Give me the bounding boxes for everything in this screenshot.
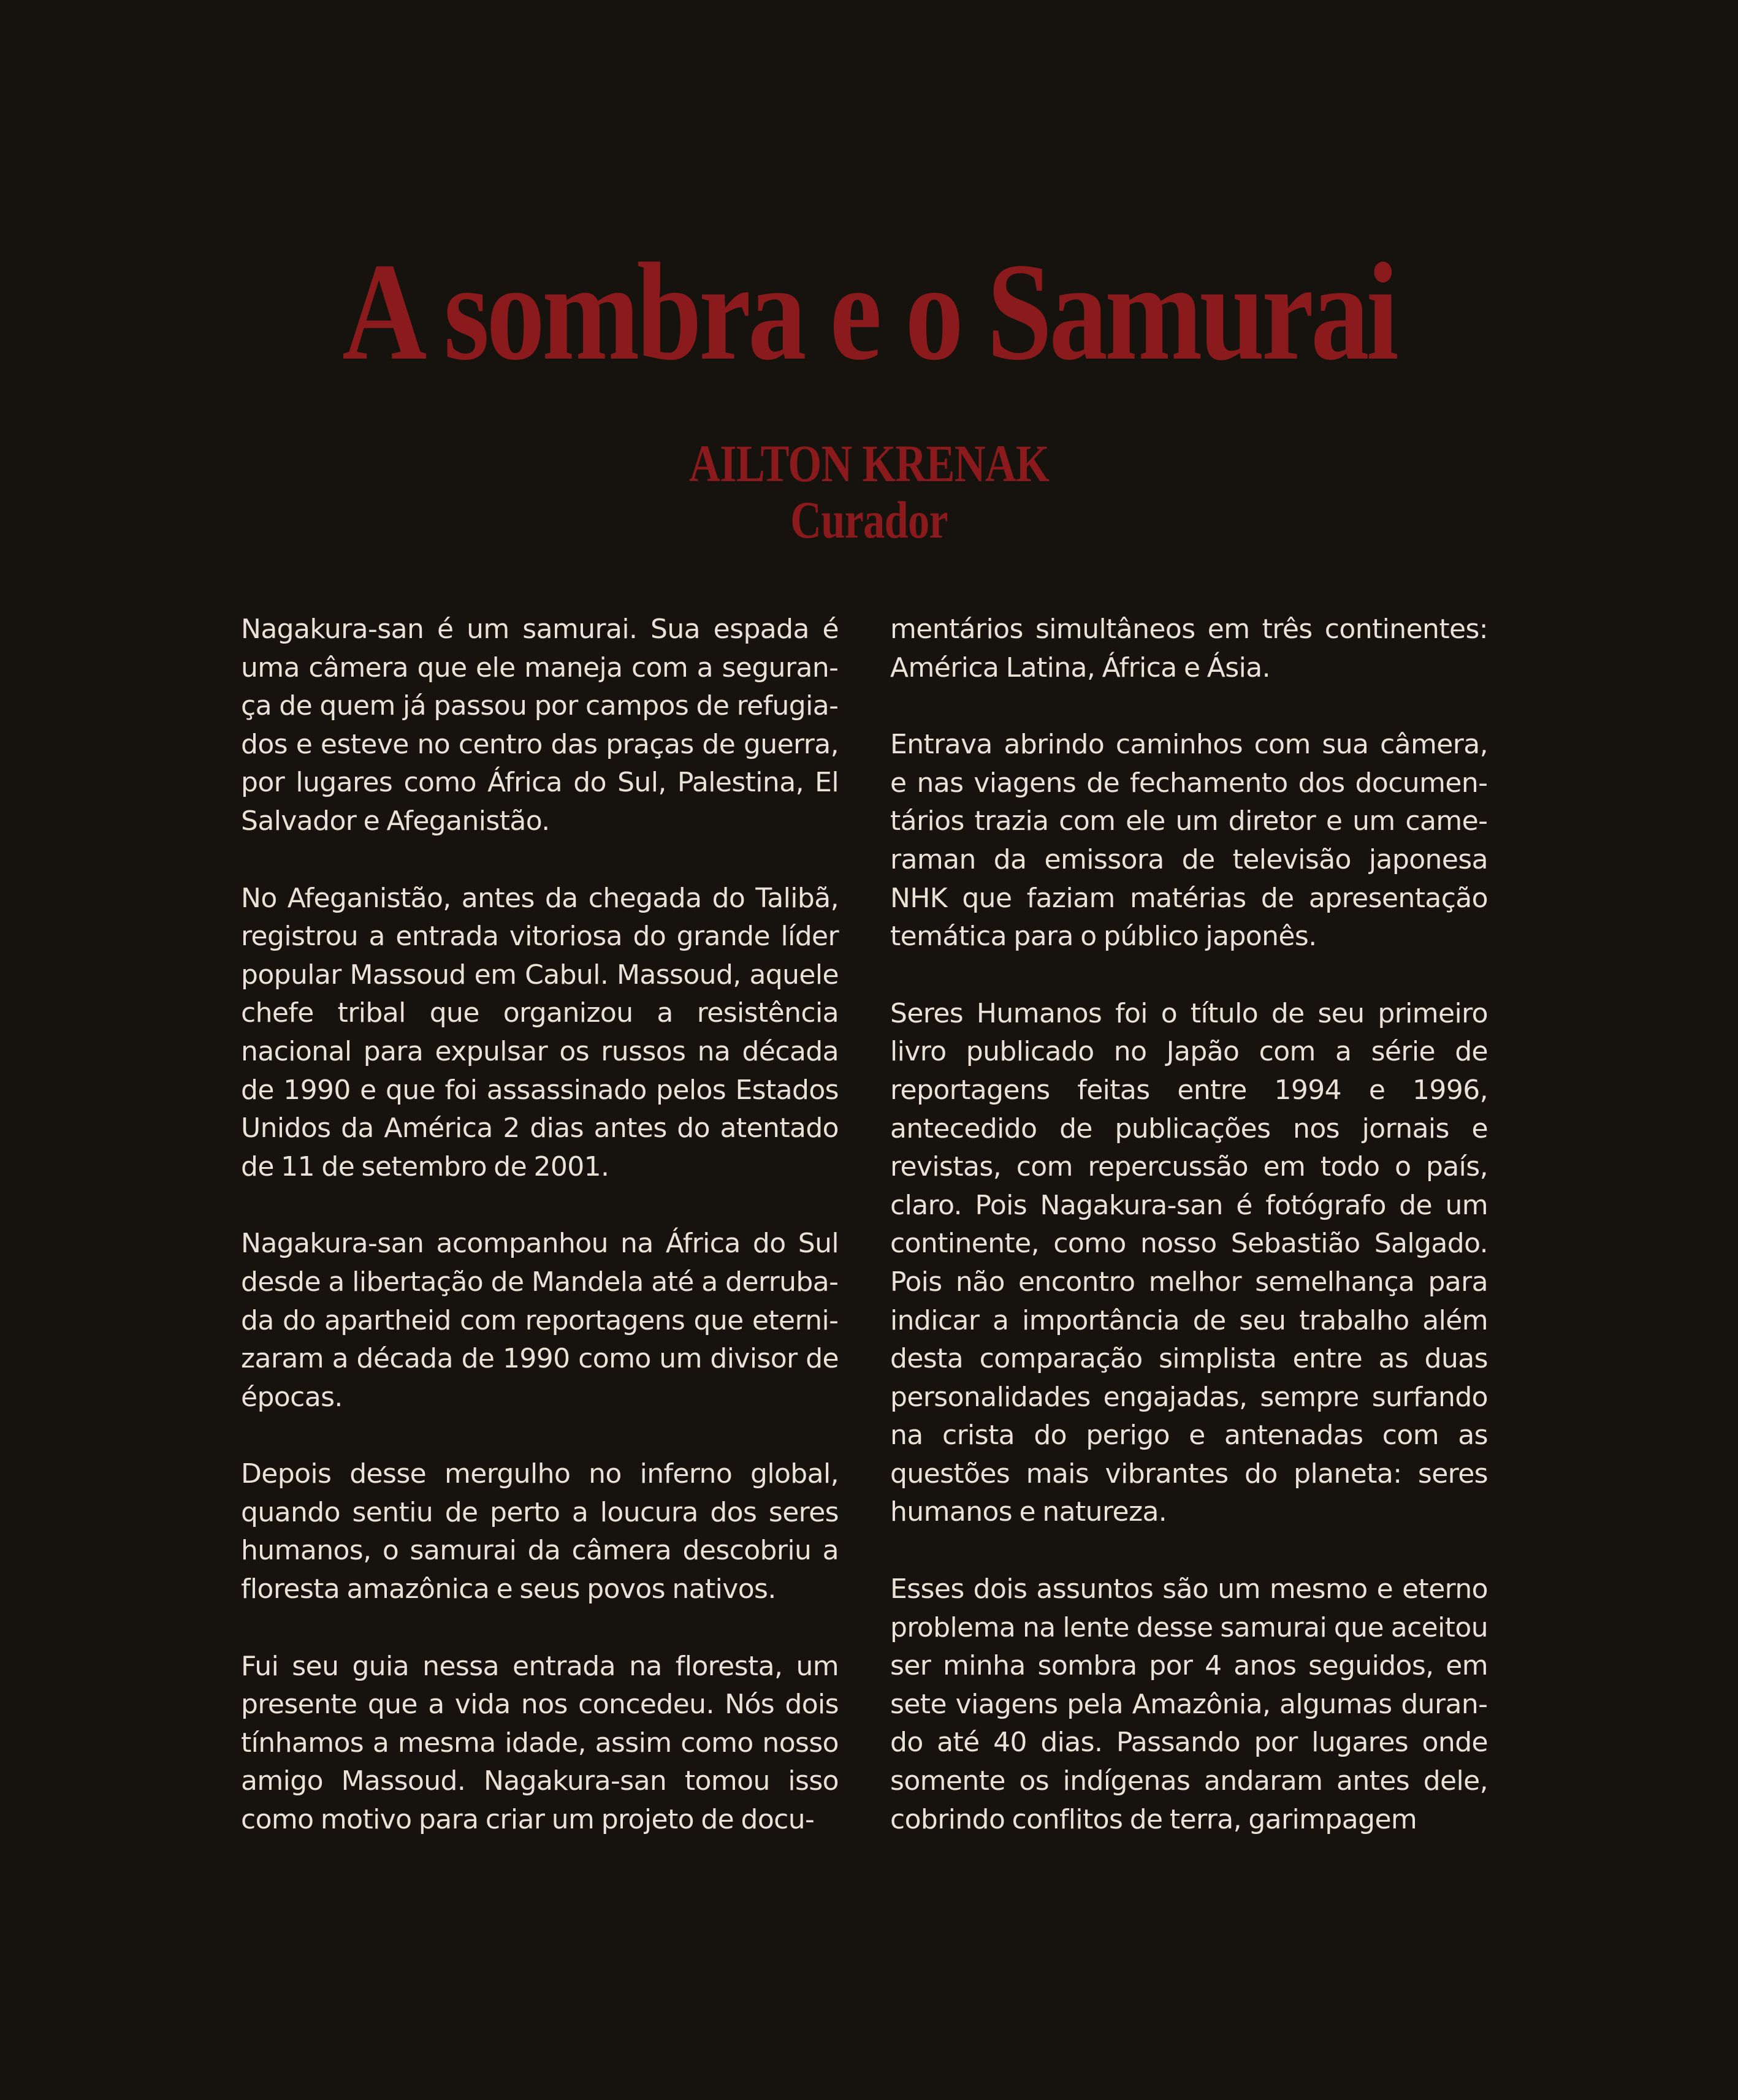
author-block (156, 435, 1582, 548)
page-title: A sombra e o Samurai (342, 235, 1396, 389)
paragraph: Nagakura-san é um samurai. Sua espada é uma câmera que ele maneja com a segurança de quem já passou por campos de refugiados e esteve no centro das praças de guerra, por lugares como África do Sul, Palestina, El Salvador e Afeganistão. (241, 614, 839, 837)
paragraph: No Afeganistão, antes da chegada do Talibã, registrou a entrada vitoriosa do grande líder popular Massoud em Cabul. Massoud, aquele chefe tribal que organizou a resistência nacional para expulsar os russos na década de 1990 e que foi assassinado pelos Estados Unidos da América 2 dias antes do atentado de 11 de setembro de 2001. (241, 882, 839, 1182)
paragraph: Esses dois assuntos são um mesmo e eterno problema na lente desse samurai que aceitou ser minha sombra por 4 anos seguidos, em sete viagens pela Amazônia, algumas durando até 40 dias. Passando por lugares onde somente os indígenas andaram antes dele, cobrindo conflitos de terra, garimpagem (890, 1573, 1488, 1835)
paragraph: Nagakura-san acompanhou na África do Sul desde a libertação de Mandela até a derrubada do apartheid com reportagens que eternizaram a década de 1990 como um divisor de épocas. (241, 1228, 839, 1413)
right-text-column (890, 611, 1488, 1877)
paragraph: Fui seu guia nessa entrada na floresta, um presente que a vida nos concedeu. Nós dois tínhamos a mesma idade, assim como nosso amigo Massoud. Nagakura-san tomou isso como motivo para criar um projeto de docu- (241, 1650, 839, 1836)
paragraph: mentários simultâneos em três continentes: América Latina, África e Ásia. (890, 614, 1488, 683)
left-text-column (241, 611, 839, 1878)
paragraph: Entrava abrindo caminhos com sua câmera, e nas viagens de fechamento dos documentários trazia com ele um diretor e um cameraman da emissora de televisão japonesa NHK que faziam matérias de apresentação temática para o público japonês. (890, 729, 1488, 953)
author-name: AILTON KRENAK (689, 434, 1049, 493)
paragraph: Seres Humanos foi o título de seu primeiro livro publicado no Japão com a série de reportagens feitas entre 1994 e 1996, antecedido de publicações nos jornais e revistas, com repercussão em todo o país, claro. Pois Nagakura-san é fotógrafo de um continente, como nosso Sebastião Salgado. Pois não encontro melhor semelhança para indicar a importância de seu trabalho além desta comparação simplista entre as duas personalidades engajadas, sempre surfando na crista do perigo e antenadas com as questões mais vibrantes do planeta: seres humanos e natureza. (890, 997, 1488, 1528)
author-role: Curador (790, 490, 948, 549)
paragraph: Depois desse mergulho no inferno global, quando sentiu de perto a loucura dos seres humanos, o samurai da câmera descobriu a floresta amazônica e seus povos nativos. (241, 1458, 839, 1605)
